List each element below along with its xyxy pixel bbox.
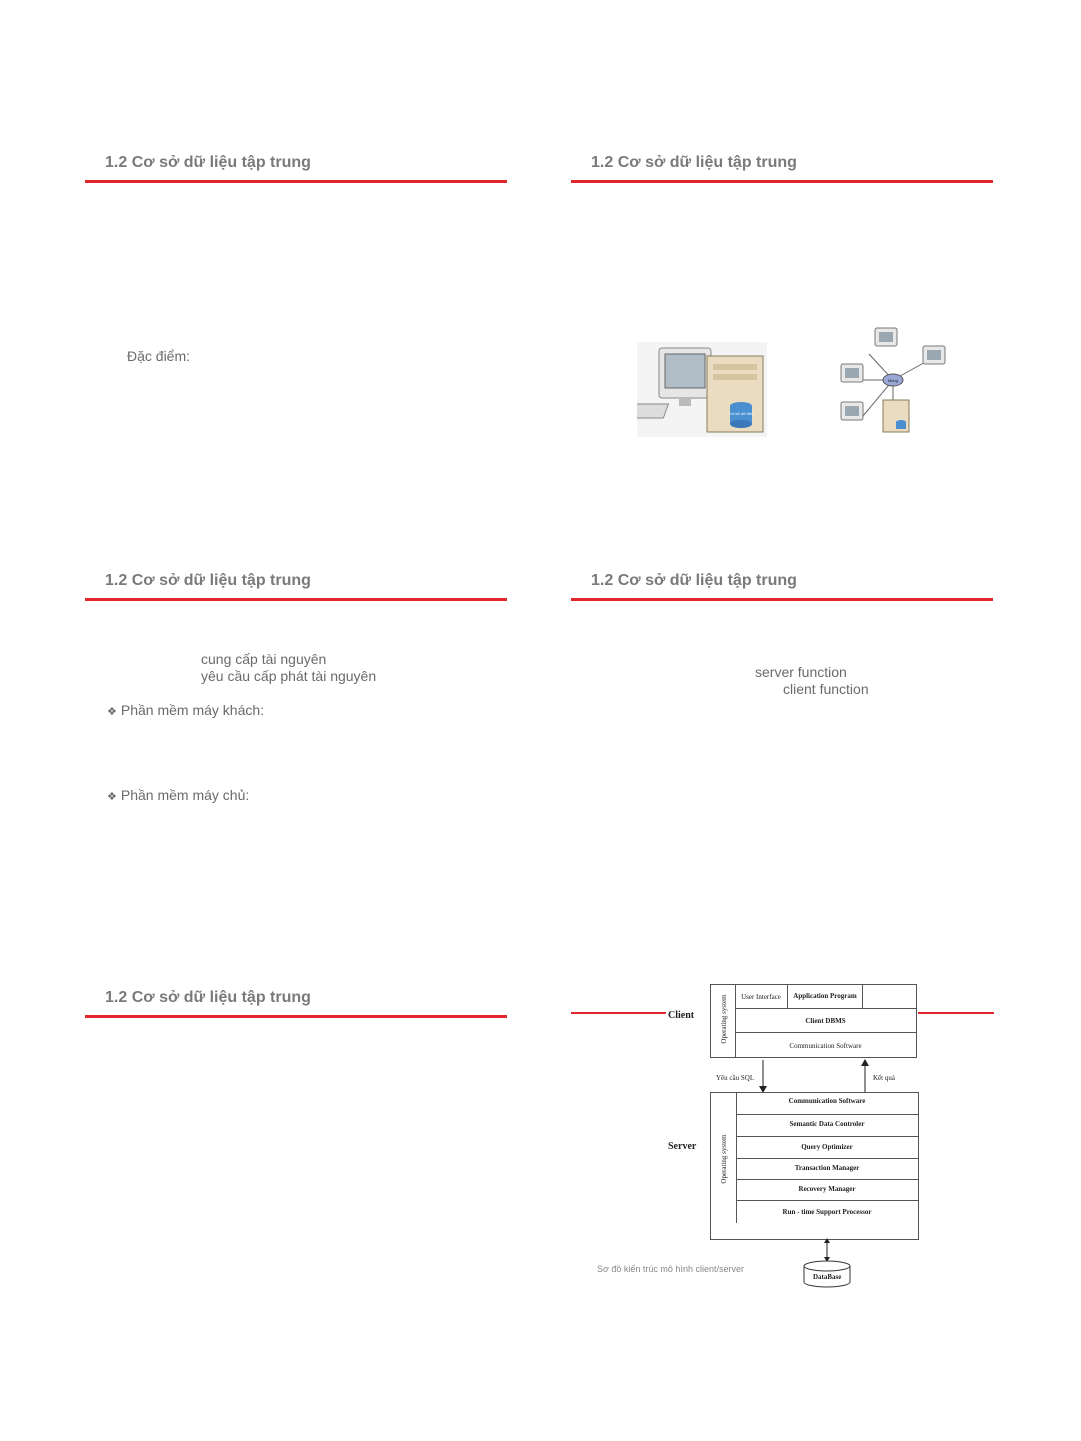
server-box [710,1092,919,1240]
title-divider [85,180,507,183]
bullet-item: ❖ Phần mềm máy khách: [107,702,265,718]
server-row: Communication Software [788,1097,866,1105]
server-row: Query Optimizer [736,1136,918,1158]
slide-4 [571,564,1011,954]
title-divider [85,1015,507,1018]
os-label: Operating system [720,1134,728,1184]
db-label: Cơ sở dữ liệu [728,411,754,416]
bullet-item: ❖ Phần mềm máy chủ: [107,787,250,803]
result-label: Kết quả [873,1074,895,1082]
slide-title: 1.2 Cơ sở dữ liệu tập trung [591,572,797,589]
client-box [710,984,917,1058]
diagram-caption: Sơ đồ kiến trúc mô hình client/server [597,1264,744,1274]
user-interface-cell: User Interface [735,985,788,1008]
network-label: Mạng [887,378,899,383]
text-line: cung cấp tài nguyên [201,651,327,667]
slide-title: 1.2 Cơ sở dữ liệu tập trung [591,154,797,171]
server-row: Semantic Data Controler [736,1114,918,1136]
database-label: DataBase [813,1273,842,1281]
database-cylinder [800,1238,860,1290]
server-row: Run - time Support Processor [736,1200,918,1223]
text-line: Đặc điểm: [127,348,191,364]
title-divider-left [571,1012,666,1014]
sql-request-label: Yêu cầu SQL [716,1074,755,1082]
text-line: yêu cầu cấp phát tài nguyên [201,668,377,684]
server-label: Server [668,1141,697,1152]
title-divider [571,180,993,183]
os-label: Operating system [720,994,728,1044]
network-computers-image [829,324,959,439]
client-label: Client [668,1010,695,1021]
client-dbms-cell: Client DBMS [735,1008,916,1032]
slide-title: 1.2 Cơ sở dữ liệu tập trung [105,572,311,589]
server-row: Transaction Manager [736,1158,918,1179]
slide-2 [571,146,1011,536]
slide-3 [85,564,525,954]
diamond-bullet-icon: ❖ [107,791,117,803]
slide-5 [85,981,525,1371]
server-row: Recovery Manager [736,1179,918,1200]
standalone-computer-image [637,342,777,442]
communication-software-cell: Communication Software [735,1032,916,1057]
title-divider [85,598,507,601]
slide-1 [85,146,525,536]
text-line: server function [755,664,847,680]
diamond-bullet-icon: ❖ [107,706,117,718]
title-divider-right [918,1012,994,1014]
application-program-cell: Application Program [788,985,863,1008]
title-divider [571,598,993,601]
slide-title: 1.2 Cơ sở dữ liệu tập trung [105,154,311,171]
text-line: client function [783,681,869,697]
slide-title: 1.2 Cơ sở dữ liệu tập trung [105,989,311,1006]
